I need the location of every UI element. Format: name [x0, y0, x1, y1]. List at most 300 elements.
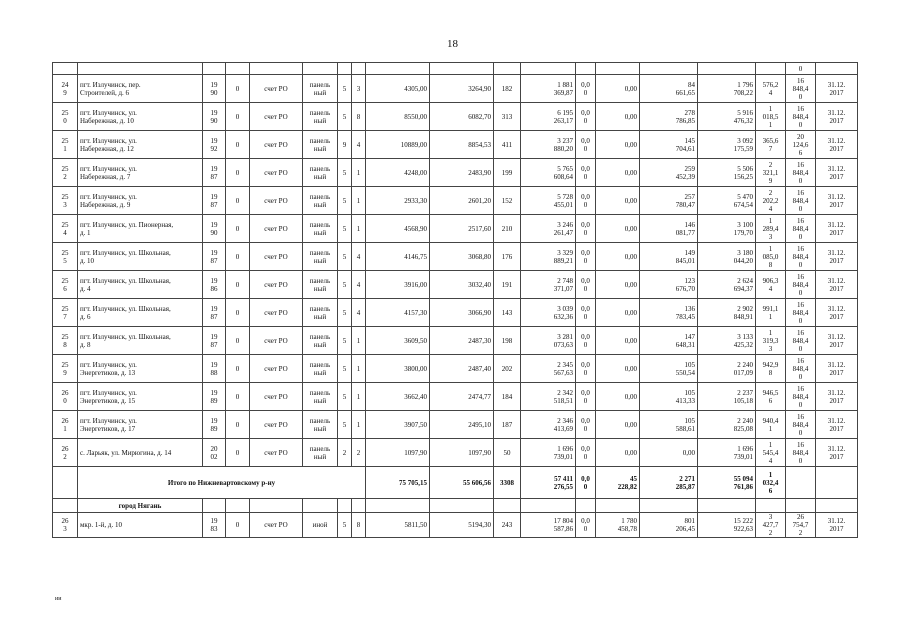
cell-entr: 1	[352, 215, 366, 243]
cell-s3: 123 676,70	[640, 271, 698, 299]
cell-s1: 0,0 0	[576, 439, 596, 467]
cell-area-total: 3662,40	[366, 383, 430, 411]
cell-s1: 0,0 0	[576, 215, 596, 243]
cell-address: пгт. Излучинск, ул. Энергетиков, д. 13	[78, 355, 203, 383]
cell-account: счет РО	[250, 131, 303, 159]
cell-s3: 278 786,85	[640, 103, 698, 131]
cell-c0: 0	[226, 215, 250, 243]
cell-year: 19 90	[203, 75, 226, 103]
cell-cost-total: 3 039 632,36	[521, 299, 576, 327]
cell-s2: 0,00	[596, 159, 640, 187]
housing-register-table	[52, 62, 858, 538]
cell-s2: 0,00	[596, 187, 640, 215]
cell-area-living: 5194,30	[430, 513, 494, 538]
cell-area-total: 3800,00	[366, 355, 430, 383]
cell-limit: 16 848,4 0	[786, 327, 816, 355]
cell-limit: 16 848,4 0	[786, 159, 816, 187]
cell-cost-total: 3 237 880,20	[521, 131, 576, 159]
cell-s4: 2 240 825,08	[698, 411, 756, 439]
cell-s3: 259 452,39	[640, 159, 698, 187]
cell-s3: 105 413,33	[640, 383, 698, 411]
cell-c0: 0	[226, 271, 250, 299]
cell-s4: 2 240 017,09	[698, 355, 756, 383]
cell-address: пгт. Излучинск, ул. Школьная, д. 6	[78, 299, 203, 327]
cell-cost-total: 2 342 518,51	[521, 383, 576, 411]
cell-num: 25 3	[53, 187, 78, 215]
cell-floors: 9	[338, 131, 352, 159]
cell-account: счет РО	[250, 243, 303, 271]
cell-unit: 946,5 6	[756, 383, 786, 411]
cell-floors: 5	[338, 513, 352, 538]
cell-c0: 0	[226, 411, 250, 439]
cell-entr: 1	[352, 187, 366, 215]
cell-floors: 5	[338, 355, 352, 383]
cell-limit: 16 848,4 0	[786, 215, 816, 243]
cell-limit: 26 754,7 2	[786, 513, 816, 538]
cell-wall: иной	[303, 513, 338, 538]
cell-s2: 0,00	[596, 383, 640, 411]
table-row	[53, 187, 858, 215]
cell-empty	[430, 499, 494, 513]
cell-year: 19 87	[203, 299, 226, 327]
cell-s3: 147 648,31	[640, 327, 698, 355]
cell-limit: 16 848,4 0	[786, 75, 816, 103]
cell-wall: панель ный	[303, 355, 338, 383]
cell-unit: 940,4 1	[756, 411, 786, 439]
cell-s2: 0,00	[596, 439, 640, 467]
cell-wall: панель ный	[303, 271, 338, 299]
cell-empty	[640, 499, 698, 513]
cell-area-total: 4568,90	[366, 215, 430, 243]
cell-wall: панель ный	[303, 439, 338, 467]
cell-area-living: 3066,90	[430, 299, 494, 327]
cell-residents: 199	[494, 159, 521, 187]
cell-num: 26 0	[53, 383, 78, 411]
cell-s4: 3 100 179,70	[698, 215, 756, 243]
cell-empty	[786, 499, 816, 513]
cell-date: 31.12. 2017	[816, 513, 858, 538]
cell-s1: 0,0 0	[576, 513, 596, 538]
cell-limit: 16 848,4 0	[786, 439, 816, 467]
cell-residents: 202	[494, 355, 521, 383]
cell-s1: 0,0 0	[576, 299, 596, 327]
cell-s1: 0,0 0	[576, 383, 596, 411]
cell-s2: 1 780 458,78	[596, 513, 640, 538]
cell-account: счет РО	[250, 187, 303, 215]
cell-empty	[494, 499, 521, 513]
cell-year: 19 87	[203, 243, 226, 271]
cell-wall: панель ный	[303, 215, 338, 243]
cell-area-living: 2487,30	[430, 327, 494, 355]
cell-unit: 1 085,0 8	[756, 243, 786, 271]
cell-num: 25 0	[53, 103, 78, 131]
table-row	[53, 355, 858, 383]
table-row	[53, 75, 858, 103]
cell-area-living: 8854,53	[430, 131, 494, 159]
cell-num: 26 1	[53, 411, 78, 439]
cell-s4: 3 133 425,32	[698, 327, 756, 355]
cell-residents: 176	[494, 243, 521, 271]
cell-empty	[816, 467, 858, 499]
cell-area-total: 4157,30	[366, 299, 430, 327]
cell-unit: 365,6 7	[756, 131, 786, 159]
cell-area-total: 4146,75	[366, 243, 430, 271]
cell-s4: 2 902 848,91	[698, 299, 756, 327]
cell-area-total: 4305,00	[366, 75, 430, 103]
cell-floors: 5	[338, 215, 352, 243]
cell-area-living: 2601,20	[430, 187, 494, 215]
cell-c0: 0	[226, 131, 250, 159]
cell-floors: 5	[338, 271, 352, 299]
cell-s1: 0,0 0	[576, 187, 596, 215]
cell-cost-total: 1 881 369,87	[521, 75, 576, 103]
table-row	[53, 411, 858, 439]
cell-address: пгт. Излучинск, ул. Набережная, д. 9	[78, 187, 203, 215]
cell-address: пгт. Излучинск, ул. Энергетиков, д. 15	[78, 383, 203, 411]
cell-address: пгт. Излучинск, ул. Школьная, д. 8	[78, 327, 203, 355]
table-row	[53, 439, 858, 467]
cell-unit: 3 427,7 2	[756, 513, 786, 538]
cell-date: 31.12. 2017	[816, 187, 858, 215]
table-row	[53, 215, 858, 243]
cell-wall: панель ный	[303, 383, 338, 411]
table-row	[53, 159, 858, 187]
cell-area-living: 2474,77	[430, 383, 494, 411]
cell-area-living: 2495,10	[430, 411, 494, 439]
cell-empty	[366, 499, 430, 513]
cell-account: счет РО	[250, 383, 303, 411]
cell-area-total: 3916,00	[366, 271, 430, 299]
cell-cost-total: 3 281 073,63	[521, 327, 576, 355]
cell-empty	[521, 499, 576, 513]
cell-num: 25 9	[53, 355, 78, 383]
table-row	[53, 243, 858, 271]
cell-date: 31.12. 2017	[816, 131, 858, 159]
cell-entr: 4	[352, 299, 366, 327]
cell-date: 31.12. 2017	[816, 103, 858, 131]
cell-s3: 136 783,45	[640, 299, 698, 327]
total-s2: 45 228,82	[596, 467, 640, 499]
cell-empty	[816, 499, 858, 513]
cell-year: 19 86	[203, 271, 226, 299]
cell-s4: 3 180 044,20	[698, 243, 756, 271]
cell-c0: 0	[226, 243, 250, 271]
cell-entr: 2	[352, 439, 366, 467]
cell-address: пгт. Излучинск, ул. Набережная, д. 10	[78, 103, 203, 131]
cell-empty	[303, 499, 338, 513]
cell-num: 24 9	[53, 75, 78, 103]
cell-floors: 5	[338, 243, 352, 271]
cell-s4: 2 624 694,37	[698, 271, 756, 299]
cell-area-total: 3907,50	[366, 411, 430, 439]
cell-date: 31.12. 2017	[816, 439, 858, 467]
cell-s2: 0,00	[596, 299, 640, 327]
cell-s2: 0,00	[596, 411, 640, 439]
cell-cost-total: 2 748 371,07	[521, 271, 576, 299]
cell-area-living: 3068,80	[430, 243, 494, 271]
cell-c0: 0	[226, 103, 250, 131]
cell-unit: 906,3 4	[756, 271, 786, 299]
cell-s3: 146 081,77	[640, 215, 698, 243]
cell-s3: 257 780,47	[640, 187, 698, 215]
cell-s3: 149 845,01	[640, 243, 698, 271]
cell-num: 25 1	[53, 131, 78, 159]
cell-area-total: 2933,30	[366, 187, 430, 215]
cell-s4: 15 222 922,63	[698, 513, 756, 538]
cell-entr: 3	[352, 75, 366, 103]
total-residents: 3308	[494, 467, 521, 499]
cell-num: 25 8	[53, 327, 78, 355]
total-label: Итого по Нижневартовскому р-ну	[78, 467, 366, 499]
cell-entr: 8	[352, 513, 366, 538]
cell-address: с. Ларьяк, ул. Мирюгина, д. 14	[78, 439, 203, 467]
cell-empty	[756, 499, 786, 513]
total-unit: 1 032,4 6	[756, 467, 786, 499]
total-area-living: 55 606,56	[430, 467, 494, 499]
cell-s3: 0,00	[640, 439, 698, 467]
cell-limit: 16 848,4 0	[786, 103, 816, 131]
continuation-cell: 0	[786, 63, 816, 75]
table-row	[53, 103, 858, 131]
cell-num: 25 2	[53, 159, 78, 187]
cell-address: пгт. Излучинск, пер. Строителей, д. 6	[78, 75, 203, 103]
cell-floors: 5	[338, 159, 352, 187]
cell-address: пгт. Излучинск, ул. Пионерная, д. 1	[78, 215, 203, 243]
cell-s2: 0,00	[596, 327, 640, 355]
cell-limit: 16 848,4 0	[786, 355, 816, 383]
cell-unit: 942,9 8	[756, 355, 786, 383]
cell-s2: 0,00	[596, 75, 640, 103]
cell-s4: 5 470 674,54	[698, 187, 756, 215]
total-area-total: 75 705,15	[366, 467, 430, 499]
cell-year: 19 87	[203, 159, 226, 187]
cell-s1: 0,0 0	[576, 355, 596, 383]
cell-residents: 198	[494, 327, 521, 355]
cell-c0: 0	[226, 159, 250, 187]
cell-account: счет РО	[250, 271, 303, 299]
cell-date: 31.12. 2017	[816, 355, 858, 383]
cell-area-total: 8550,00	[366, 103, 430, 131]
cell-unit: 1 545,4 4	[756, 439, 786, 467]
total-s1: 0,0 0	[576, 467, 596, 499]
cell-floors: 5	[338, 75, 352, 103]
cell-empty	[596, 499, 640, 513]
cell-area-living: 2487,40	[430, 355, 494, 383]
cell-floors: 2	[338, 439, 352, 467]
cell-cost-total: 1 696 739,01	[521, 439, 576, 467]
cell-area-total: 4248,00	[366, 159, 430, 187]
cell-s1: 0,0 0	[576, 103, 596, 131]
cell-wall: панель ный	[303, 75, 338, 103]
total-s4: 55 094 761,86	[698, 467, 756, 499]
cell-date: 31.12. 2017	[816, 383, 858, 411]
cell-area-total: 3609,50	[366, 327, 430, 355]
cell-c0: 0	[226, 513, 250, 538]
cell-wall: панель ный	[303, 131, 338, 159]
cell-year: 19 92	[203, 131, 226, 159]
cell-s1: 0,0 0	[576, 159, 596, 187]
cell-residents: 313	[494, 103, 521, 131]
cell-s2: 0,00	[596, 103, 640, 131]
table-row	[53, 383, 858, 411]
cell-s2: 0,00	[596, 215, 640, 243]
cell-year: 19 88	[203, 355, 226, 383]
cell-c0: 0	[226, 355, 250, 383]
cell-residents: 243	[494, 513, 521, 538]
cell-account: счет РО	[250, 411, 303, 439]
cell-date: 31.12. 2017	[816, 271, 858, 299]
cell-s2: 0,00	[596, 243, 640, 271]
cell-c0: 0	[226, 75, 250, 103]
cell-s4: 2 237 105,18	[698, 383, 756, 411]
cell-entr: 4	[352, 271, 366, 299]
cell-wall: панель ный	[303, 243, 338, 271]
cell-s1: 0,0 0	[576, 243, 596, 271]
cell-empty	[576, 499, 596, 513]
cell-c0: 0	[226, 383, 250, 411]
cell-date: 31.12. 2017	[816, 243, 858, 271]
cell-s3: 105 550,54	[640, 355, 698, 383]
cell-address: пгт. Излучинск, ул. Школьная, д. 10	[78, 243, 203, 271]
cell-s1: 0,0 0	[576, 271, 596, 299]
cell-s4: 3 092 175,59	[698, 131, 756, 159]
cell-year: 19 87	[203, 327, 226, 355]
cell-wall: панель ный	[303, 411, 338, 439]
cell-empty	[786, 467, 816, 499]
table-row	[53, 513, 858, 538]
cell-floors: 5	[338, 187, 352, 215]
cell-s4: 1 796 708,22	[698, 75, 756, 103]
cell-s4: 5 506 156,25	[698, 159, 756, 187]
cell-num: 26 3	[53, 513, 78, 538]
cell-cost-total: 3 246 261,47	[521, 215, 576, 243]
cell-s2: 0,00	[596, 131, 640, 159]
cell-area-living: 2483,90	[430, 159, 494, 187]
cell-empty	[53, 467, 78, 499]
cell-limit: 16 848,4 0	[786, 411, 816, 439]
cell-unit: 991,1 1	[756, 299, 786, 327]
cell-floors: 5	[338, 103, 352, 131]
cell-num: 25 5	[53, 243, 78, 271]
cell-residents: 182	[494, 75, 521, 103]
cell-entr: 1	[352, 411, 366, 439]
cell-s1: 0,0 0	[576, 411, 596, 439]
cell-address: пгт. Излучинск, ул. Набережная, д. 7	[78, 159, 203, 187]
cell-address: пгт. Излучинск, ул. Школьная, д. 4	[78, 271, 203, 299]
cell-residents: 187	[494, 411, 521, 439]
cell-limit: 20 124,6 6	[786, 131, 816, 159]
cell-cost-total: 5 728 455,01	[521, 187, 576, 215]
cell-entr: 4	[352, 243, 366, 271]
table-row	[53, 271, 858, 299]
cell-num: 26 2	[53, 439, 78, 467]
cell-floors: 5	[338, 411, 352, 439]
cell-entr: 8	[352, 103, 366, 131]
cell-area-living: 2517,60	[430, 215, 494, 243]
cell-s3: 84 661,65	[640, 75, 698, 103]
cell-empty	[250, 499, 303, 513]
cell-year: 19 90	[203, 215, 226, 243]
cell-limit: 16 848,4 0	[786, 383, 816, 411]
cell-entr: 1	[352, 327, 366, 355]
cell-floors: 5	[338, 299, 352, 327]
cell-residents: 411	[494, 131, 521, 159]
cell-area-living: 3264,90	[430, 75, 494, 103]
cell-account: счет РО	[250, 355, 303, 383]
cell-year: 19 89	[203, 383, 226, 411]
cell-unit: 1 018,5 1	[756, 103, 786, 131]
cell-account: счет РО	[250, 513, 303, 538]
cell-num: 25 4	[53, 215, 78, 243]
cell-address: пгт. Излучинск, ул. Энергетиков, д. 17	[78, 411, 203, 439]
cell-address: пгт. Излучинск, ул. Набережная, д. 12	[78, 131, 203, 159]
cell-s2: 0,00	[596, 355, 640, 383]
cell-area-total: 1097,90	[366, 439, 430, 467]
cell-year: 19 87	[203, 187, 226, 215]
cell-limit: 16 848,4 0	[786, 271, 816, 299]
cell-area-total: 5811,50	[366, 513, 430, 538]
cell-cost-total: 3 329 889,21	[521, 243, 576, 271]
cell-date: 31.12. 2017	[816, 411, 858, 439]
cell-area-living: 3032,40	[430, 271, 494, 299]
cell-s3: 105 588,61	[640, 411, 698, 439]
cell-year: 19 83	[203, 513, 226, 538]
total-row	[53, 467, 858, 499]
continuation-row	[53, 63, 858, 75]
cell-floors: 5	[338, 383, 352, 411]
cell-unit: 1 319,3 3	[756, 327, 786, 355]
cell-year: 19 89	[203, 411, 226, 439]
cell-account: счет РО	[250, 327, 303, 355]
cell-wall: панель ный	[303, 103, 338, 131]
cell-limit: 16 848,4 0	[786, 187, 816, 215]
cell-limit: 16 848,4 0	[786, 243, 816, 271]
cell-c0: 0	[226, 327, 250, 355]
cell-s1: 0,0 0	[576, 327, 596, 355]
cell-cost-total: 2 345 567,63	[521, 355, 576, 383]
cell-empty	[338, 499, 352, 513]
cell-cost-total: 17 804 587,86	[521, 513, 576, 538]
section-row	[53, 499, 858, 513]
cell-unit: 2 321,1 9	[756, 159, 786, 187]
total-cost-total: 57 411 276,55	[521, 467, 576, 499]
cell-empty	[698, 499, 756, 513]
cell-date: 31.12. 2017	[816, 327, 858, 355]
table-row	[53, 131, 858, 159]
cell-entr: 1	[352, 159, 366, 187]
cell-account: счет РО	[250, 103, 303, 131]
cell-entr: 4	[352, 131, 366, 159]
cell-account: счет РО	[250, 75, 303, 103]
cell-residents: 143	[494, 299, 521, 327]
cell-s2: 0,00	[596, 271, 640, 299]
cell-area-living: 6082,70	[430, 103, 494, 131]
cell-wall: панель ный	[303, 327, 338, 355]
cell-wall: панель ный	[303, 159, 338, 187]
cell-unit: 576,2 4	[756, 75, 786, 103]
cell-year: 19 90	[203, 103, 226, 131]
cell-account: счет РО	[250, 159, 303, 187]
cell-s3: 801 206,45	[640, 513, 698, 538]
cell-residents: 210	[494, 215, 521, 243]
cell-account: счет РО	[250, 439, 303, 467]
cell-s4: 5 916 476,32	[698, 103, 756, 131]
footer-mark: ии	[55, 596, 62, 602]
cell-residents: 191	[494, 271, 521, 299]
cell-c0: 0	[226, 439, 250, 467]
cell-residents: 50	[494, 439, 521, 467]
cell-account: счет РО	[250, 215, 303, 243]
